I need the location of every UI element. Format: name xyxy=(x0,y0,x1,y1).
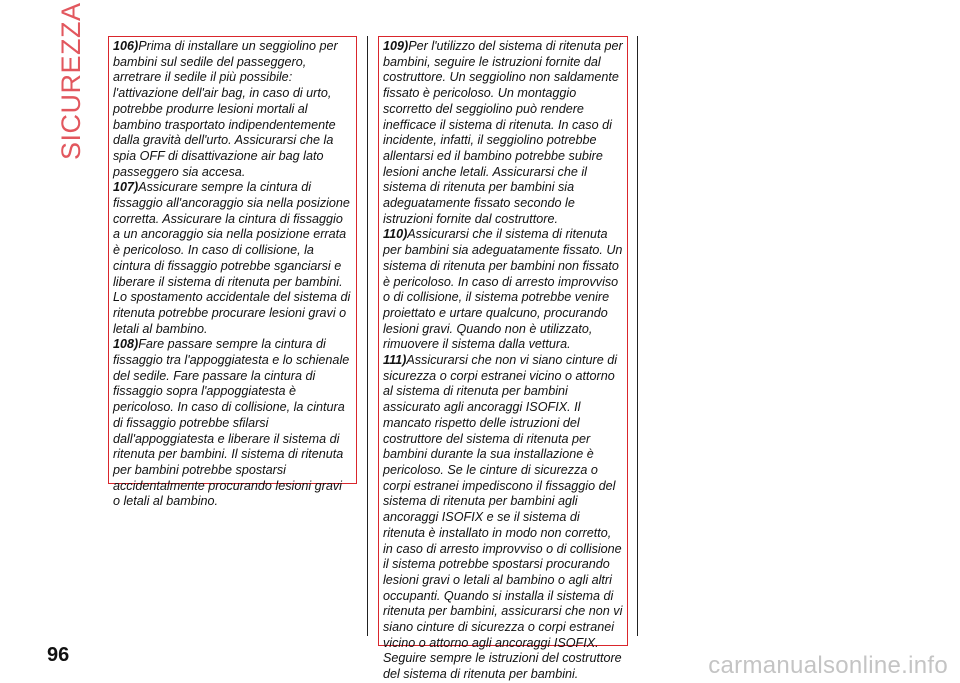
warning-item xyxy=(383,39,623,227)
warning-item xyxy=(113,39,352,180)
warning-item xyxy=(383,353,623,683)
warning-text: Assicurarsi che il sistema di ritenuta per bambini sia adeguatamente fissato. Un sistema di ritenuta per bambini non fissato è pericoloso. In caso di arresto improvviso o di collisione, il sistema potrebbe venire proiettato e urtare qualcuno, procurando lesioni gravi. Quando non è utilizzato, rimuovere il sistema dalla vettura. xyxy=(383,227,623,352)
warning-text: Assicurarsi che non vi siano cinture di sicurezza o corpi estranei vicino o attorno al sistema di ritenuta per bambini assicurato agli ancoraggi ISOFIX. Il mancato rispetto delle istruzioni del costruttore del sistema di ritenuta per bambini durante la sua installazione è pericoloso. Se le cinture di sicurezza o corpi estranei impediscono il fissaggio del sistema di ritenuta per bambini agli ancoraggi ISOFIX e se il sistema di ritenuta è installato in modo non corretto, in caso di arresto improvviso o di collisione il sistema potrebbe spostarsi procurando lesioni gravi o letali al bambino o agli altri occupanti. Quando si installa il sistema di ritenuta per bambini, assicurarsi che non vi siano cinture di sicurezza o corpi estranei vicino o attorno agli ancoraggi ISOFIX. Seguire sempre le istruzioni del costruttore del sistema di ritenuta per bambini. xyxy=(383,353,623,682)
warning-item xyxy=(113,180,352,337)
warning-text: Per l'utilizzo del sistema di ritenuta per bambini, seguire le istruzioni fornite dal costruttore. Un seggiolino non saldamente fissato è pericoloso. Un montaggio scorretto del seggiolino può rendere inefficace il sistema di ritenuta. In caso di incidente, infatti, il seggiolino potrebbe allentarsi ed il bambino potrebbe subire lesioni anche letali. Assicurarsi che il sistema di ritenuta per bambini sia adeguatamente fissato secondo le istruzioni fornite dal costruttore. xyxy=(383,39,623,226)
warning-number: 107) xyxy=(113,180,139,195)
warning-number: 111) xyxy=(383,353,407,368)
warning-box-left xyxy=(108,36,357,509)
warning-number: 110) xyxy=(383,227,408,242)
section-label: SICUREZZA xyxy=(56,2,86,160)
page-number: 96 xyxy=(47,644,70,666)
column-divider xyxy=(637,36,638,636)
warning-text: Prima di installare un seggiolino per bambini sul sedile del passeggero, arretrare il sedile il più possibile: l'attivazione dell'air bag, in caso di urto, potrebbe produrre lesioni mortali al bambino trasportato indipendentemente dalla gravità dell'urto. Assicurarsi che la spia OFF di disattivazione air bag lato passeggero sia accesa. xyxy=(113,39,338,179)
column-divider xyxy=(367,36,368,636)
warning-number: 109) xyxy=(383,39,409,53)
warning-item xyxy=(113,337,352,510)
warning-number: 108) xyxy=(113,337,139,352)
warning-text: Fare passare sempre la cintura di fissaggio tra l'appoggiatesta e lo schienale del sedile. Fare passare la cintura di fissaggio sopra l'appoggiatesta è pericoloso. In caso di collisione, la cintura di fissaggio potrebbe sfilarsi dall'appoggiatesta e liberare il sistema di ritenuta per bambini. Il sistema di ritenuta per bambini potrebbe spostarsi accidentalmente procurando lesioni gravi o letali al bambino. xyxy=(113,337,350,509)
warning-number: 106) xyxy=(113,39,139,53)
warning-box-right xyxy=(378,36,628,682)
warning-text: Assicurare sempre la cintura di fissaggio all'ancoraggio sia nella posizione corretta. Assicurare la cintura di fissaggio a un ancoraggio sia nella posizione errata è pericoloso. In caso di collisione, la cintura di fissaggio potrebbe sganciarsi e liberare il sistema di ritenuta per bambini. Lo spostamento accidentale del sistema di ritenuta potrebbe procurare lesioni gravi o letali al bambino. xyxy=(113,180,351,336)
watermark: carmanualsonline.info xyxy=(708,652,948,679)
warning-item xyxy=(383,227,623,353)
